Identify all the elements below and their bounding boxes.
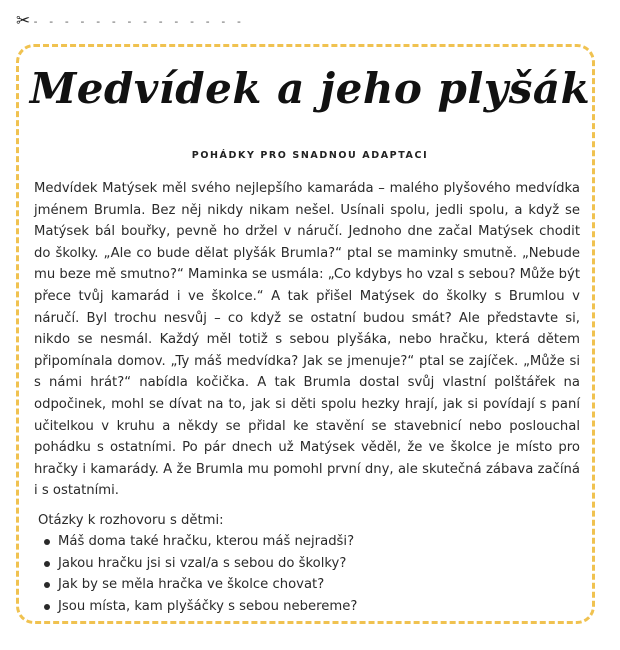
question-item <box>38 574 578 596</box>
question-item <box>38 553 578 575</box>
bullet-icon <box>44 539 50 545</box>
question-text: Jsou místa, kam plyšáčky s sebou nebereme? <box>58 598 358 614</box>
question-item <box>38 596 578 618</box>
question-text: Jakou hračku jsi si vzal/a s sebou do školky? <box>58 555 347 571</box>
question-text: Jak by se měla hračka ve školce chovat? <box>58 577 325 592</box>
story-title: Medvídek a jeho plyšák <box>29 64 591 113</box>
story-text: Medvídek Matýsek měl svého nejlepšího kamaráda – malého plyšového medvídka jménem Brumla. Bez něj nikdy nikam nešel. Usínali spolu, jedli spolu, a když se Matýsek bál bouřky, pevně ho držel v náručí. Jednoho dne začal Matýsek chodit do školky. „Ale co bude dělat plyšák Brumla?“ ptal se maminky smutně. „Nebude mu beze mě smutno?“ Maminka se usmála: „Co kdybys ho vzal s sebou? Může být přece tvůj kamarád i ve školce.“ A tak přišel Matýsek do školky s Brumlou v náručí. Byl trochu nesvůj – co když se ostatní budou smát? Ale představte si, nikdo se nesmál. Každý měl totiž s sebou plyšáka, nebo hračku, která dětem připomínala domov. „Ty máš medvídka? Jak se jmenuje?“ ptal se zajíček. „Může si s námi hrát?“ nabídla kočička. A tak Brumla dostal svůj vlastní polštářek na odpočinek, mohl se dívat na to, jak si děti spolu hezky hrají, jak si povídají s paní učitelkou v kruhu a někdy se přidal ke stavění se stavebnicí nebo poslouchal pohádku s ostatními. Po pár dnech už Matýsek věděl, že ve školce je místo pro hračky i kamarády. A že Brumla mu pomohl první dny, ale skutečná zábava začíná i s ostatními. <box>34 181 580 499</box>
question-item <box>38 531 578 553</box>
bullet-icon <box>44 561 50 567</box>
story-subtitle: POHÁDKY PRO SNADNOU ADAPTACI <box>191 150 429 161</box>
scissors-icon: ✂ <box>16 11 31 31</box>
bullet-icon <box>44 604 50 610</box>
question-text: Máš doma také hračku, kterou máš nejradši? <box>58 534 355 549</box>
cut-guide <box>16 11 243 31</box>
questions-list <box>38 531 578 617</box>
cut-dashes: - - - - - - - - - - - - - - <box>32 14 244 28</box>
questions-section <box>38 510 578 617</box>
bullet-icon <box>44 582 50 588</box>
questions-heading: Otázky k rozhovoru s dětmi: <box>38 513 224 528</box>
